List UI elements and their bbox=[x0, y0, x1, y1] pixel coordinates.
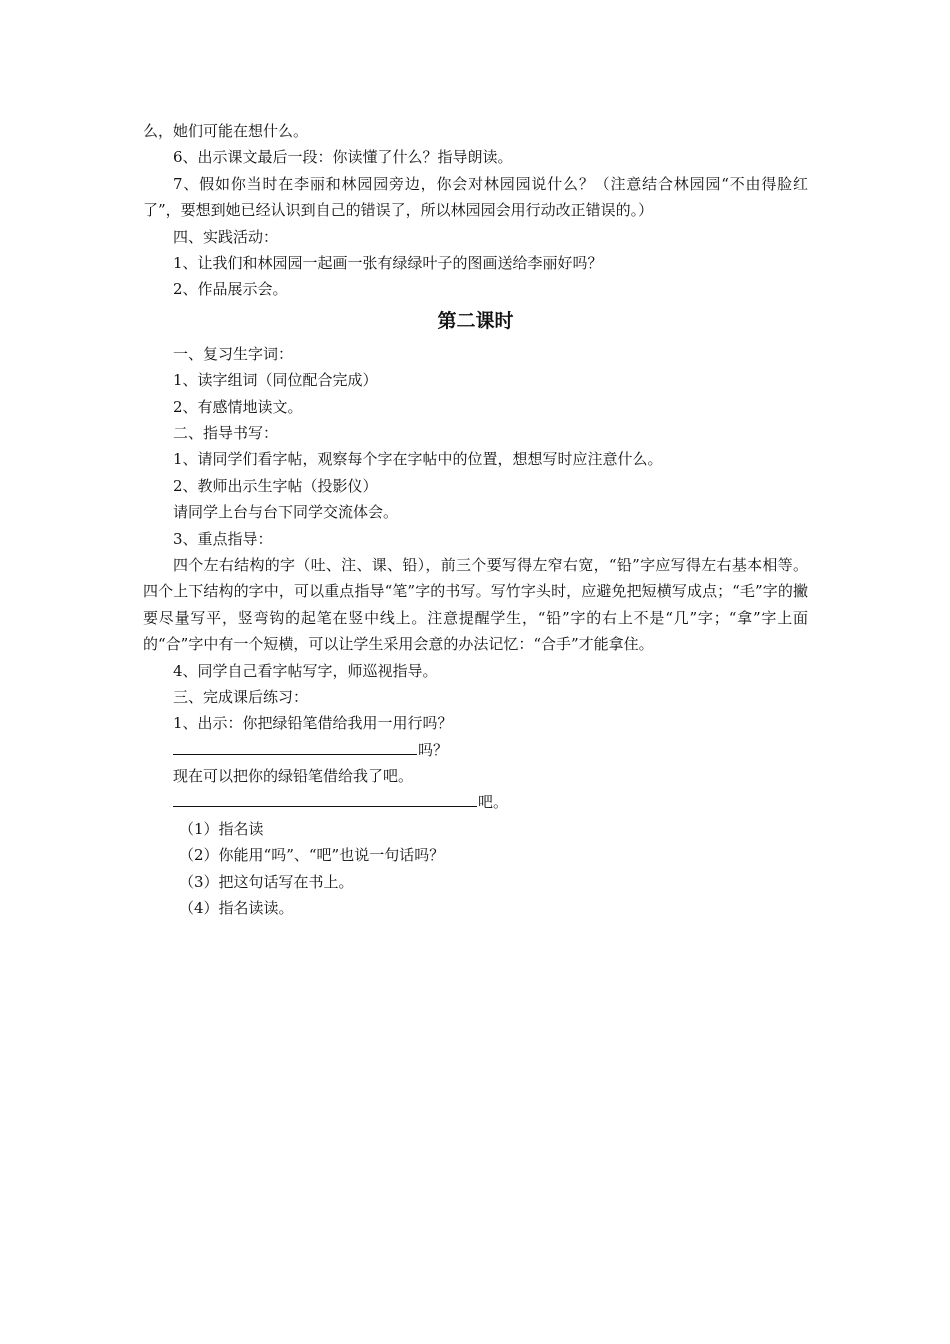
document-body bbox=[143, 118, 808, 921]
section-2-item-3: 3、重点指导： bbox=[173, 529, 273, 548]
section-1-title: 一、复习生字词： bbox=[173, 344, 294, 363]
step-6: 6、出示课文最后一段：你读懂了什么？指导朗读。 bbox=[173, 148, 513, 167]
section-3-sentence-2: 现在可以把你的绿铅笔借给我了吧。 bbox=[173, 767, 414, 786]
fill-blank-1 bbox=[143, 737, 808, 763]
blank-2-suffix: 吧。 bbox=[478, 793, 509, 812]
section-2-item-2: 2、教师出示生字帖（投影仪） bbox=[173, 476, 378, 495]
section-1-item-2: 2、有感情地读文。 bbox=[173, 397, 303, 416]
activity-1: 1、让我们和林园园一起画一张有绿绿叶子的图画送给李丽好吗？ bbox=[173, 253, 603, 272]
text-line: 么，她们可能在想什么。 bbox=[143, 122, 309, 140]
section-1-item-1: 1、读字组词（同位配合完成） bbox=[173, 371, 378, 390]
section-2-title: 二、指导书写： bbox=[173, 423, 279, 442]
section-2-item-4: 4、同学自己看字帖写字，师巡视指导。 bbox=[173, 661, 438, 680]
sub-item-2: （2）你能用“吗”、“吧”也说一句话吗？ bbox=[179, 846, 445, 865]
lesson-2-title: 第二课时 bbox=[437, 309, 514, 332]
sub-item-3: （3）把这句话写在书上。 bbox=[179, 872, 354, 891]
sub-item-1: （1）指名读 bbox=[179, 819, 264, 838]
section-3-item-1: 1、出示：你把绿铅笔借给我用一用行吗？ bbox=[173, 714, 453, 733]
section-2-item-2-note: 请同学上台与台下同学交流体会。 bbox=[173, 503, 399, 522]
blank-line bbox=[173, 737, 417, 755]
section-4-title: 四、实践活动： bbox=[173, 227, 279, 246]
fill-blank-2 bbox=[143, 789, 808, 815]
section-2-item-3-body: 四个左右结构的字（吐、注、课、铅），前三个要写得左窄右宽，“铅”字应写得左右基本相等。四个上下结构的字中，可以重点指导“笔”字的书写。写竹字头时，应避免把短横写成点；“毛”字的撇要尽量写平，竖弯钩的起笔在竖中线上。注意提醒学生，“铅”字的右上不是“几”字；“拿”字上面的“合”字中有一个短横，可以让学生采用会意的办法记忆：“合手”才能拿住。 bbox=[143, 555, 808, 654]
sub-item-4: （4）指名读读。 bbox=[179, 899, 294, 918]
step-7: 7、假如你当时在李丽和林园园旁边，你会对林园园说什么？（注意结合林园园“不由得脸红了”，要想到她已经认识到自己的错误了，所以林园园会用行动改正错误的。） bbox=[143, 174, 808, 220]
section-2-item-1: 1、请同学们看字帖，观察每个字在字帖中的位置，想想写时应注意什么。 bbox=[173, 450, 663, 469]
section-3-title: 三、完成课后练习： bbox=[173, 687, 309, 706]
blank-1-suffix: 吗？ bbox=[418, 740, 449, 759]
activity-2: 2、作品展示会。 bbox=[173, 280, 288, 299]
blank-line bbox=[173, 789, 477, 807]
